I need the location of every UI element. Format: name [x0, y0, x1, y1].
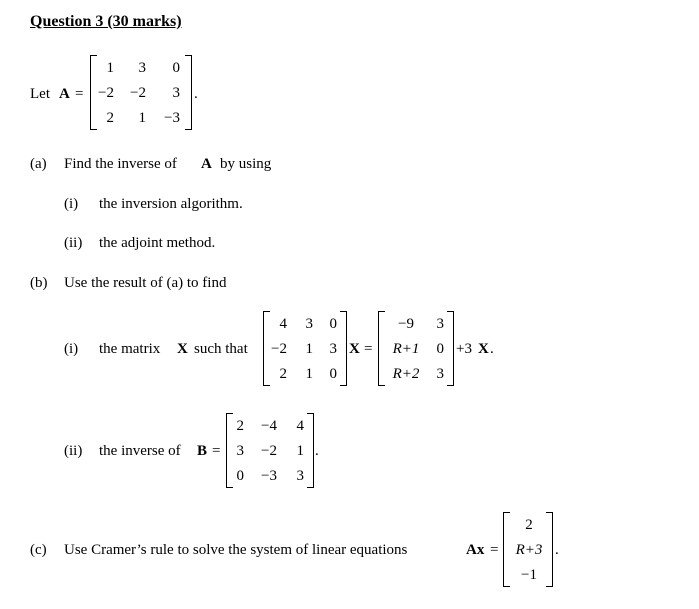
matrix-cell: 0 [436, 341, 444, 357]
part-a-label: (a) [30, 156, 47, 172]
part-b-text: Use the result of (a) to find [64, 275, 227, 291]
matrix-A [90, 55, 192, 130]
part-b-i-text: the matrix [99, 341, 161, 357]
part-b-i-text2: such that [194, 341, 248, 357]
symbol-X: X [177, 341, 188, 357]
symbol-Ax: Ax [466, 542, 485, 558]
part-a-i-text: the inversion algorithm. [99, 196, 243, 212]
matrix-cell: 3 [305, 316, 313, 332]
matrix-cell: 3 [138, 60, 146, 76]
right-bracket [546, 512, 553, 587]
symbol-B: B [197, 443, 208, 459]
matrix-cell: R+1 [392, 341, 420, 357]
matrix-cell: −9 [398, 316, 414, 332]
question-title: Question 3 (30 marks) [30, 13, 182, 30]
symbol-X: X [478, 341, 489, 357]
matrix-cell: −2 [271, 341, 287, 357]
matrix-cell: −4 [261, 418, 277, 434]
vector-cell: 2 [525, 517, 533, 533]
part-a-text-after: by using [220, 156, 272, 172]
matrix-cell: 4 [279, 316, 287, 332]
matrix-cell: 1 [305, 366, 313, 382]
matrix-cell: 0 [236, 468, 244, 484]
vector-cell: R+3 [515, 542, 543, 558]
left-bracket [90, 55, 97, 130]
matrix-cell: −2 [130, 85, 146, 101]
vector-cell: −1 [521, 567, 537, 583]
symbol-A: A [201, 156, 212, 172]
matrix-cell: 3 [236, 443, 244, 459]
equals-sign: = [490, 542, 499, 558]
matrix-cell: 3 [436, 316, 444, 332]
matrix-cell: 1 [106, 60, 114, 76]
equals-sign: = [212, 443, 221, 459]
matrix-cell: 3 [296, 468, 304, 484]
equals-sign: = [75, 86, 84, 102]
matrix-cell: 3 [436, 366, 444, 382]
period: . [194, 86, 198, 102]
matrix-cell: 2 [236, 418, 244, 434]
part-a-ii-label: (ii) [64, 235, 83, 251]
right-bracket [340, 311, 347, 386]
right-bracket [447, 311, 454, 386]
equals-sign: = [364, 341, 373, 357]
part-c-label: (c) [30, 542, 47, 558]
period: . [555, 542, 559, 558]
period: . [490, 341, 494, 357]
matrix-cell: −3 [261, 468, 277, 484]
matrix-cell: −2 [261, 443, 277, 459]
matrix-cell: 1 [305, 341, 313, 357]
matrix-cell: R+2 [392, 366, 420, 382]
part-a-i-label: (i) [64, 196, 79, 212]
matrix-cell: 0 [172, 60, 180, 76]
matrix-cell: 1 [138, 110, 146, 126]
vector-b [503, 512, 553, 587]
part-a-ii-text: the adjoint method. [99, 235, 216, 251]
matrix-cell: 1 [296, 443, 304, 459]
matrix-cell: 2 [106, 110, 114, 126]
left-bracket [378, 311, 385, 386]
part-b-ii-text: the inverse of [99, 443, 181, 459]
left-bracket [263, 311, 270, 386]
matrix-cell: −3 [164, 110, 180, 126]
part-b-ii-label: (ii) [64, 443, 83, 459]
matrix-right [378, 311, 454, 386]
matrix-cell: 3 [172, 85, 180, 101]
part-a-text: Find the inverse of [64, 156, 177, 172]
part-b-i-label: (i) [64, 341, 79, 357]
right-bracket [307, 413, 314, 488]
symbol-X: X [349, 341, 360, 357]
matrix-left [263, 311, 347, 386]
matrix-cell: 0 [329, 366, 337, 382]
let-text: Let [30, 86, 50, 102]
matrix-cell: 3 [329, 341, 337, 357]
matrix-cell: 0 [329, 316, 337, 332]
left-bracket [226, 413, 233, 488]
matrix-cell: 4 [296, 418, 304, 434]
matrix-B [226, 413, 314, 488]
matrix-cell: −2 [98, 85, 114, 101]
right-bracket [185, 55, 192, 130]
period: . [315, 443, 319, 459]
part-c-text: Use Cramer’s rule to solve the system of linear equations [64, 542, 408, 558]
part-b-label: (b) [30, 275, 48, 291]
matrix-cell: 2 [279, 366, 287, 382]
symbol-A: A [59, 86, 70, 102]
plus-three: +3 [456, 341, 472, 357]
left-bracket [503, 512, 510, 587]
